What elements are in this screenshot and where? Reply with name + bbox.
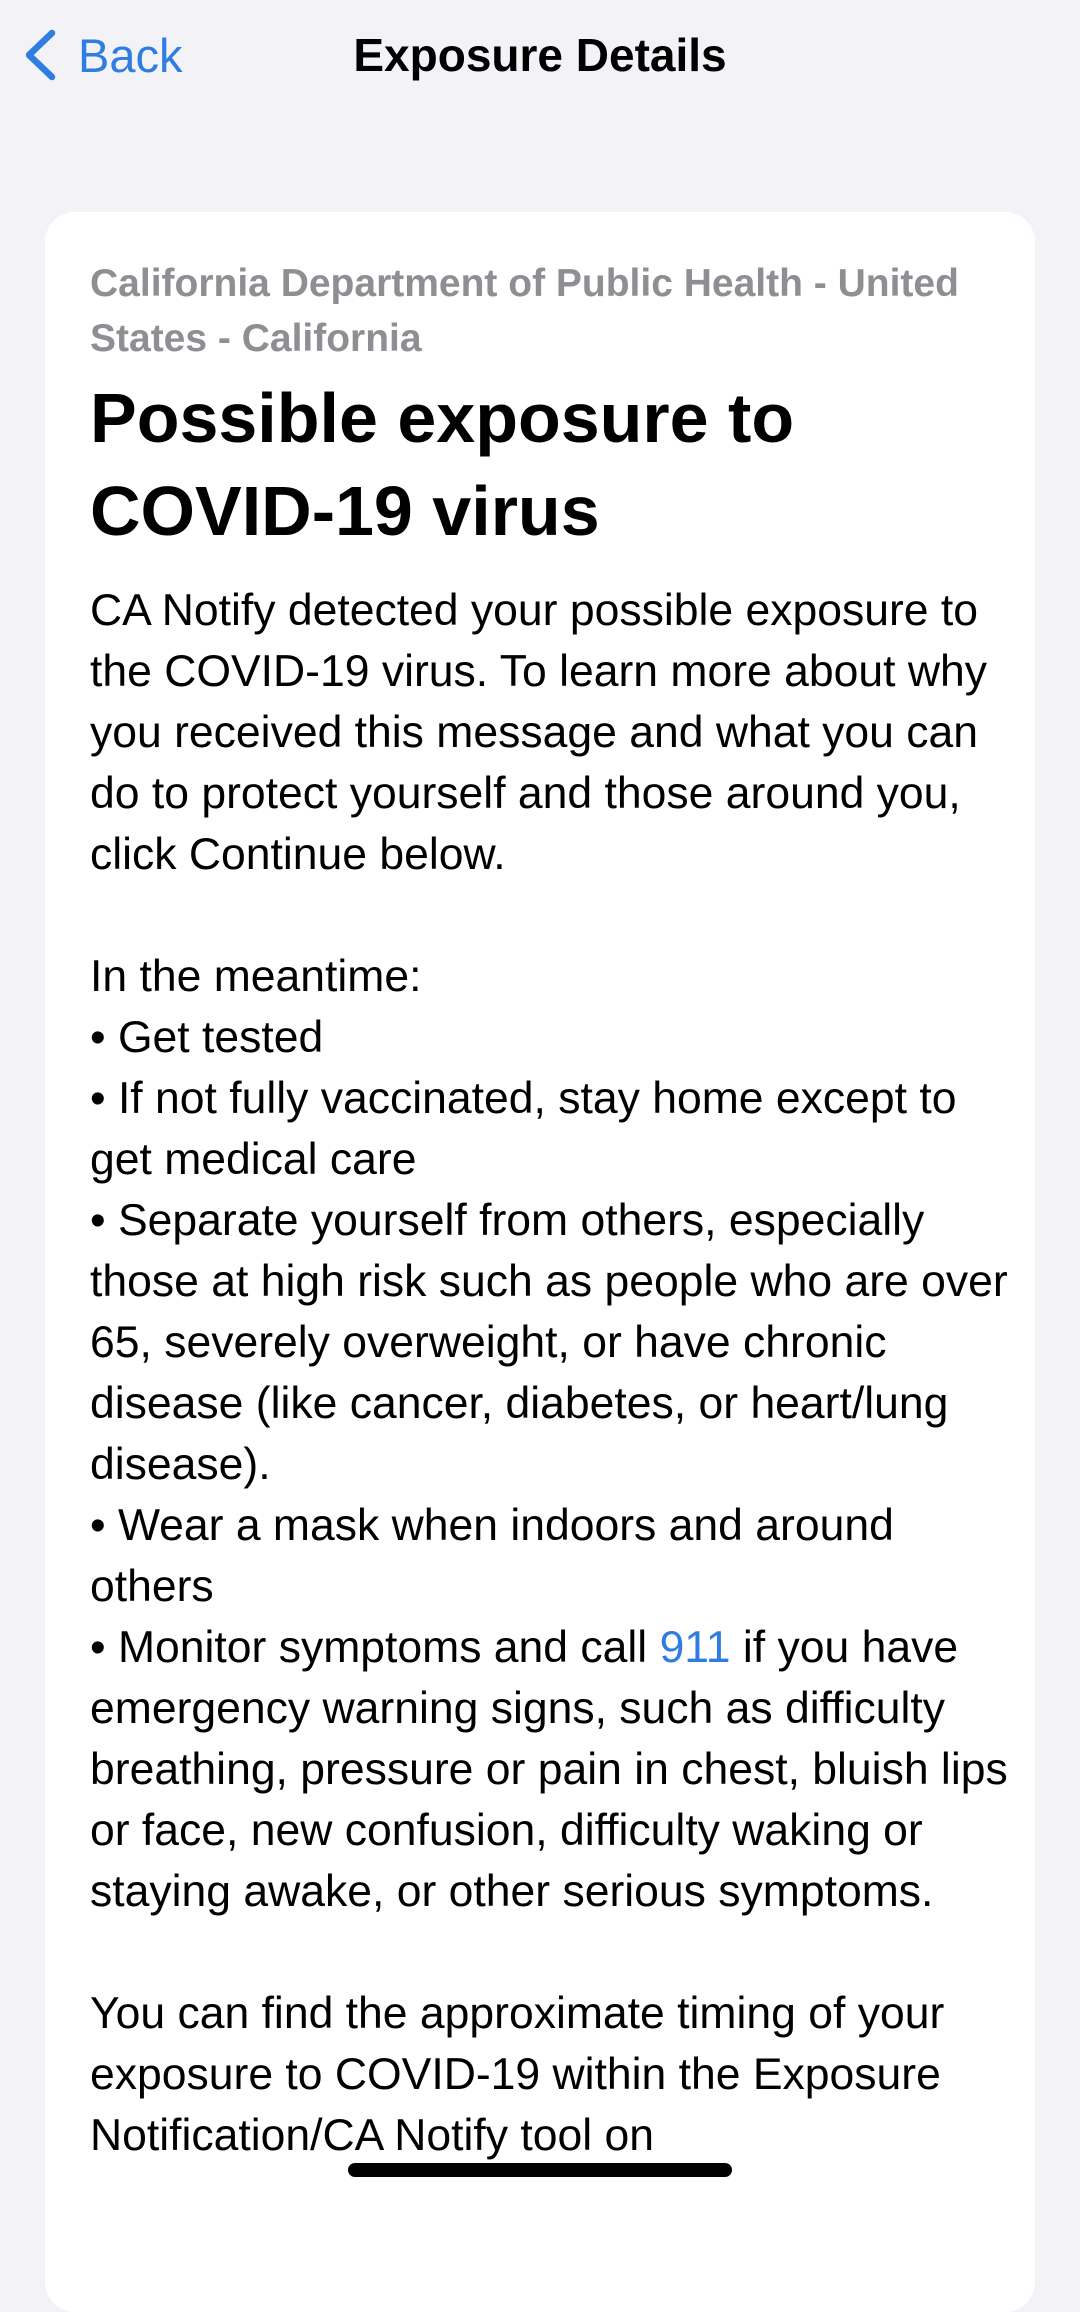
back-label: Back	[78, 28, 183, 82]
exposure-message	[90, 580, 1020, 2166]
bullet-wear-mask: • Wear a mask when indoors and around others	[90, 1501, 894, 1611]
intro-paragraph: CA Notify detected your possible exposure to the COVID-19 virus. To learn more about why you received this message and what you can do to protect yourself and those around you, click Continue below.	[90, 586, 987, 879]
page-title: Exposure Details	[353, 29, 727, 81]
paragraph-spacer	[90, 885, 1020, 946]
monitor-text-after: if you have emergency warning signs, such as difficulty breathing, pressure or pain in chest, bluish lips or face, new confusion, difficulty waking or staying awake, or other serious symptoms.	[90, 1623, 1008, 1916]
exposure-card	[45, 212, 1035, 2312]
exposure-headline: Possible exposure to COVID-19 virus	[90, 379, 795, 550]
bullet-separate: • Separate yourself from others, especially those at high risk such as people who are over 65, severely overweight, or have chronic disease (like cancer, diabetes, or heart/lung disease).	[90, 1196, 1008, 1489]
navigation-bar	[0, 0, 1080, 112]
timing-paragraph: You can find the approximate timing of your exposure to COVID-19 within the Exposure Notification/CA Notify tool on	[90, 1989, 945, 2160]
emergency-number-link[interactable]: 911	[659, 1623, 731, 1672]
meantime-heading: In the meantime:	[90, 952, 422, 1001]
bullet-monitor-symptoms	[90, 1617, 1020, 1922]
health-authority-label: California Department of Public Health - United States - California	[90, 262, 959, 360]
monitor-text-before: • Monitor symptoms and call	[90, 1623, 660, 1672]
paragraph-spacer	[90, 1922, 1020, 1983]
card-content	[90, 256, 1020, 2166]
home-indicator[interactable]	[348, 2163, 732, 2177]
bullet-stay-home: • If not fully vaccinated, stay home except to get medical care	[90, 1074, 957, 1184]
bullet-get-tested: • Get tested	[90, 1013, 324, 1062]
